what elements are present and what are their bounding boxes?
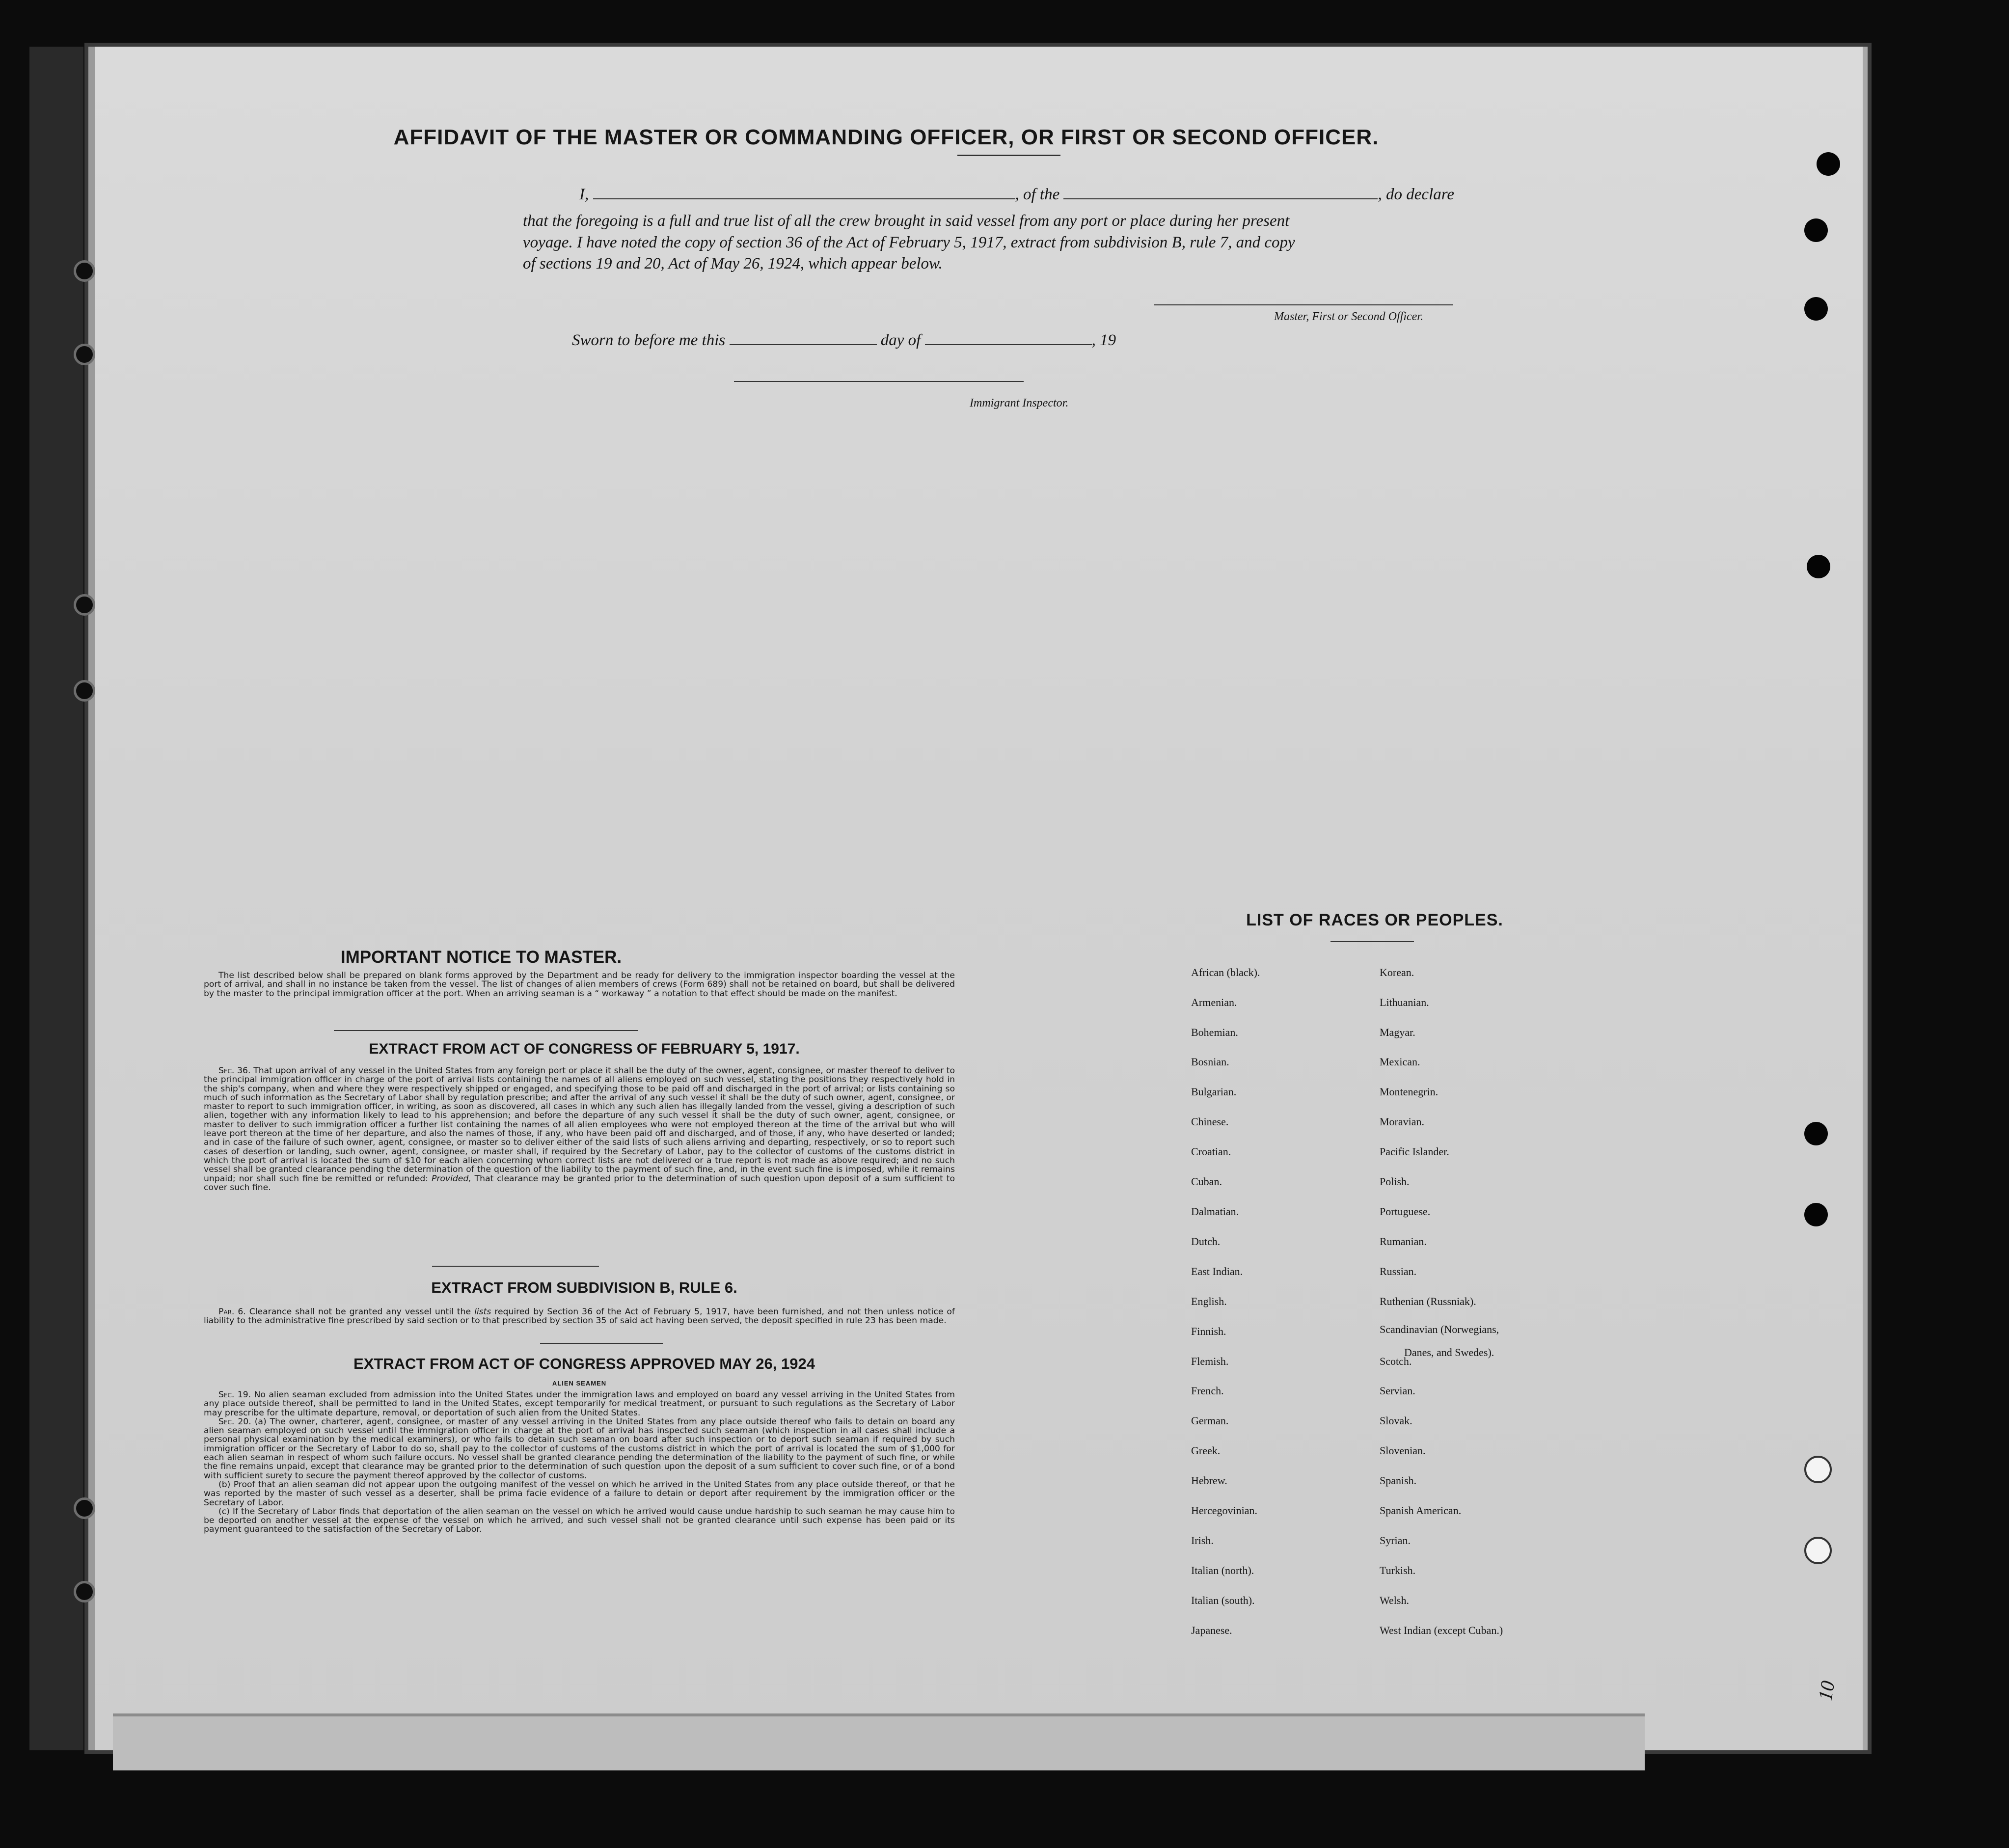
race-right-item: Magyar.	[1380, 1026, 1415, 1038]
race-left-item: Italian (north).	[1191, 1564, 1254, 1576]
race-left-item: Finnish.	[1191, 1325, 1226, 1337]
race-left-item: Flemish.	[1191, 1355, 1229, 1367]
affidavit-declare-label: , do declare	[1378, 186, 1454, 203]
race-right-item: Scandinavian (Norwegians,	[1380, 1323, 1499, 1335]
affidavit-i-label: I,	[579, 186, 589, 203]
race-right-item: West Indian (except Cuban.)	[1380, 1624, 1503, 1636]
affidavit-text-line: of sections 19 and 20, Act of May 26, 1924, which appear below.	[523, 255, 943, 272]
punch-hole	[1804, 1537, 1832, 1564]
title-divider	[957, 155, 1060, 156]
race-left-item: Italian (south).	[1191, 1594, 1255, 1606]
day-of-label: day of	[880, 331, 921, 349]
extract-1924-body	[204, 1390, 955, 1534]
race-right-item: Scotch.	[1380, 1355, 1412, 1367]
race-right-item: Ruthenian (Russniak).	[1380, 1295, 1476, 1307]
race-right-item: Rumanian.	[1380, 1235, 1427, 1248]
race-left-item: Dutch.	[1191, 1235, 1221, 1248]
proviso-text: That clearance may be granted prior to the determination of such question upon deposit of a sum sufficient to cover such fine.	[204, 1173, 955, 1193]
punch-hole	[1807, 555, 1830, 578]
race-right-item: Spanish American.	[1380, 1504, 1462, 1517]
section-divider	[334, 1030, 638, 1031]
inspector-signature-line[interactable]	[734, 381, 1024, 382]
punch-hole	[1804, 297, 1828, 321]
race-left-item: Bulgarian.	[1191, 1086, 1237, 1098]
punch-hole	[1804, 1122, 1828, 1145]
affidavit-of-the-label: , of the	[1015, 186, 1060, 203]
race-left-item: Hercegovinian.	[1191, 1504, 1257, 1517]
race-right-item: Mexican.	[1380, 1056, 1420, 1068]
sec-20-text: (a) The owner, charterer, agent, consignee, or master of any vessel arriving in the United States from any place outside thereof who fails to detain on board any alien seaman employed on such vessel until the immigration officer in charge at the port of arrival has inspected such seaman (which inspection in all cases shall include a personal physical examination by the medical examiners), or who fails to detain such seaman on board after such inspection or to deport such seaman if required by such immigration officer or the Secretary of Labor to do so, shall pay to the collector of customs of the customs district in which the port of arrival is located the sum of $1,000 for each alien seaman in respect of whom such failure occurs. No vessel shall be granted clearance pending the determination of the liability to the payment of such fine, or while the fine remains unpaid, except that clearance may be granted prior to the determination of such question upon the deposit of a sum sufficient to cover such fine, or of a bond with sufficient surety to secure the payment thereof approved by the collector of customs.	[204, 1416, 955, 1481]
race-right-item: Polish.	[1380, 1175, 1410, 1188]
binding-hole	[74, 344, 95, 365]
notice-title: IMPORTANT NOTICE TO MASTER.	[340, 948, 622, 967]
year-label: , 19	[1091, 331, 1116, 349]
affidavit-declaration-line	[579, 186, 1454, 204]
race-left-item: Cuban.	[1191, 1175, 1222, 1188]
binding-hole	[74, 594, 95, 616]
sec-20-b-text: (b) Proof that an alien seaman did not appear upon the outgoing manifest of the vessel on which he arrived in the United States from any place outside thereof, or that he was reported by the master of such vessel as a deserter, shall be prima facie evidence of a failure to detain or deport after requirement by the immigration officer or the Secretary of Labor.	[204, 1479, 955, 1508]
race-right-item: Moravian.	[1380, 1115, 1425, 1128]
extract-1924-title: EXTRACT FROM ACT OF CONGRESS APPROVED MAY 26, 1924	[353, 1355, 815, 1372]
sworn-day-blank[interactable]	[730, 332, 877, 345]
race-right-item: Korean.	[1380, 966, 1414, 978]
binding-hole	[74, 260, 95, 282]
officer-signature-line[interactable]	[1154, 304, 1453, 305]
binding-hole	[74, 1497, 95, 1519]
race-left-item: Irish.	[1191, 1534, 1214, 1547]
affidavit-text-line: that the foregoing is a full and true list of all the crew brought in said vessel from any port or place during her present	[523, 212, 1290, 230]
sec-19-label: Sec. 19.	[218, 1390, 251, 1400]
race-right-item: Slovak.	[1380, 1414, 1412, 1427]
extract-rule6-title: EXTRACT FROM SUBDIVISION B, RULE 6.	[431, 1279, 737, 1296]
officer-caption: Master, First or Second Officer.	[1274, 310, 1423, 323]
binding-hole	[74, 1581, 95, 1603]
extract-rule6-body	[204, 1307, 955, 1326]
scanner-left-strip	[29, 47, 83, 1750]
proviso-label: Provided,	[431, 1173, 471, 1184]
affidavit-text-line: voyage. I have noted the copy of section 36 of the Act of February 5, 1917, extract from subdivision B, rule 7, and copy	[523, 234, 1295, 251]
race-right-item: Montenegrin.	[1380, 1086, 1439, 1098]
race-right-item: Turkish.	[1380, 1564, 1416, 1576]
sec-19-text: No alien seaman excluded from admission into the United States under the immigration laws and employed on board any vessel arriving in the United States from any place outside thereof, shall be permitted to land in the United States, except temporarily for medical treatment, or pursuant to such regulations as the Secretary of Labor may prescribe for the ultimate departure, removal, or deportation of such alien from the United States.	[204, 1390, 955, 1418]
race-left-item: English.	[1191, 1295, 1227, 1307]
race-right-item: Spanish.	[1380, 1474, 1417, 1487]
race-left-item: Chinese.	[1191, 1115, 1229, 1128]
race-right-item: Servian.	[1380, 1385, 1415, 1397]
race-right-item: Syrian.	[1380, 1534, 1411, 1547]
race-left-item: Greek.	[1191, 1444, 1221, 1457]
vessel-name-blank[interactable]	[1063, 187, 1378, 199]
inspector-caption: Immigrant Inspector.	[970, 397, 1069, 409]
race-right-item: Welsh.	[1380, 1594, 1409, 1606]
extract-1917-title: EXTRACT FROM ACT OF CONGRESS OF FEBRUARY 5, 1917.	[369, 1041, 800, 1057]
race-left-item: East Indian.	[1191, 1265, 1243, 1277]
rule6-text-a: Clearance shall not be granted any vessel until the	[249, 1307, 471, 1317]
par-6-label: Par. 6.	[218, 1307, 246, 1317]
punch-hole	[1817, 152, 1840, 176]
race-left-item: Dalmatian.	[1191, 1205, 1239, 1218]
punch-hole	[1804, 1456, 1832, 1483]
race-right-item: Lithuanian.	[1380, 996, 1429, 1008]
notice-text: The list described below shall be prepared on blank forms approved by the Department and be ready for delivery to the immigration inspector boarding the vessel at the port of arrival, and shall in no instance be taken from the vessel. The list of changes of alien members of crews (Form 689) shall not be retained on board, but shall be delivered by the master to the principal immigration officer at the port. When an arriving seaman is a “ workaway ” a notation to that effect should be made on the manifest.	[204, 971, 955, 999]
sworn-label: Sworn to before me this	[572, 331, 726, 349]
race-left-item: Bosnian.	[1191, 1056, 1229, 1068]
sec-20-c-text: (c) If the Secretary of Labor finds that deportation of the alien seaman on the vessel on which he arrived would cause undue hardship to such seaman he may cause him to be deported on another vessel at the expense of the vessel on which he arrived, and such vessel shall not be granted clearance until such expense has been paid or its payment guaranteed to the satisfaction of the Secretary of Labor.	[204, 1506, 955, 1535]
rule6-lists-word: lists	[474, 1307, 491, 1317]
races-divider	[1330, 941, 1414, 942]
sworn-month-blank[interactable]	[925, 332, 1092, 345]
race-left-item: German.	[1191, 1414, 1229, 1427]
sec-20-label: Sec. 20.	[218, 1416, 251, 1427]
alien-seamen-subtitle: ALIEN SEAMEN	[552, 1380, 607, 1387]
race-left-item: Croatian.	[1191, 1145, 1231, 1158]
notice-body	[204, 971, 955, 998]
race-left-item: Armenian.	[1191, 996, 1237, 1008]
race-right-item: Portuguese.	[1380, 1205, 1431, 1218]
races-title: LIST OF RACES OR PEOPLES.	[1246, 911, 1503, 929]
affidavit-title: AFFIDAVIT OF THE MASTER OR COMMANDING OFFICER, OR FIRST OR SECOND OFFICER.	[393, 125, 1379, 149]
sec-36-label: Sec. 36.	[218, 1066, 251, 1076]
sheet-bottom-edge	[113, 1713, 1645, 1770]
race-scandinavian-cont: Danes, and Swedes).	[1404, 1346, 1494, 1359]
race-right-item: Russian.	[1380, 1265, 1417, 1277]
punch-hole	[1804, 218, 1828, 242]
section-divider	[540, 1343, 663, 1344]
sec-36-text: That upon arrival of any vessel in the United States from any foreign port or place it shall be the duty of the owner, agent, consignee, or master thereof to deliver to the principal immigration officer in charge of the port of arrival lists containing the names of all aliens employed on such vessel, stating the positions they respectively hold in the ship's company, when and where they were respectively shipped or engaged, and specifying those to be paid off and discharged in the port of arrival; or lists containing so much of such information as the Secretary of Labor shall by regulation prescribe; and after the arrival of any such vessel it shall be the duty of such owner, agent, consignee, or master to report to such immigration officer, in writing, as soon as discovered, all cases in which any such alien has illegally landed from the vessel, giving a description of such alien, together with any information likely to lead to his apprehension; and before the departure of any such vessel it shall be the duty of such owner, agent, consignee, or master to deliver to such immigration officer a further list containing the names of all alien employees who were not employed thereon at the time of the arrival but who will leave port thereon at the time of her departure, and also the names of those, if any, who have been paid off and discharged, and of those, if any, who have deserted or landed; and in case of the failure of such owner, agent, consignee, or master so to deliver either of the said lists of such aliens arriving and departing, respectively, or so to report such cases of desertion or landing, such owner, agent, consignee, or master shall, if required by the Secretary of Labor, pay to the collector of customs of the customs district in which the port of arrival is located the sum of $10 for each alien concerning whom correct lists are not delivered or a true report is not made as above required; and no such vessel shall be granted clearance pending the determination of the question of the liability to the payment of such fine, and, in the event such fine is imposed, while it remains unpaid; nor shall such fine be remitted or refunded:	[204, 1066, 955, 1184]
race-right-item: Slovenian.	[1380, 1444, 1426, 1457]
punch-hole	[1804, 1203, 1828, 1226]
race-left-item: Hebrew.	[1191, 1474, 1227, 1487]
race-left-item: Bohemian.	[1191, 1026, 1238, 1038]
race-left-item: French.	[1191, 1385, 1224, 1397]
race-left-item: African (black).	[1191, 966, 1260, 978]
extract-1917-body	[204, 1066, 955, 1192]
sworn-line	[572, 331, 1116, 350]
master-name-blank[interactable]	[593, 187, 1015, 199]
section-divider	[432, 1266, 599, 1267]
race-right-item: Pacific Islander.	[1380, 1145, 1449, 1158]
race-left-item: Japanese.	[1191, 1624, 1232, 1636]
rule6-text-b: required by Section 36 of the Act of February 5, 1917, have been furnished, and not then unless notice of liability to the administrative fine prescribed by said section or to that prescribed by section 35 of said act having been served, the deposit specified in rule 23 has been made.	[204, 1307, 955, 1326]
page-mark: 10	[1814, 1679, 1839, 1703]
binding-hole	[74, 680, 95, 702]
